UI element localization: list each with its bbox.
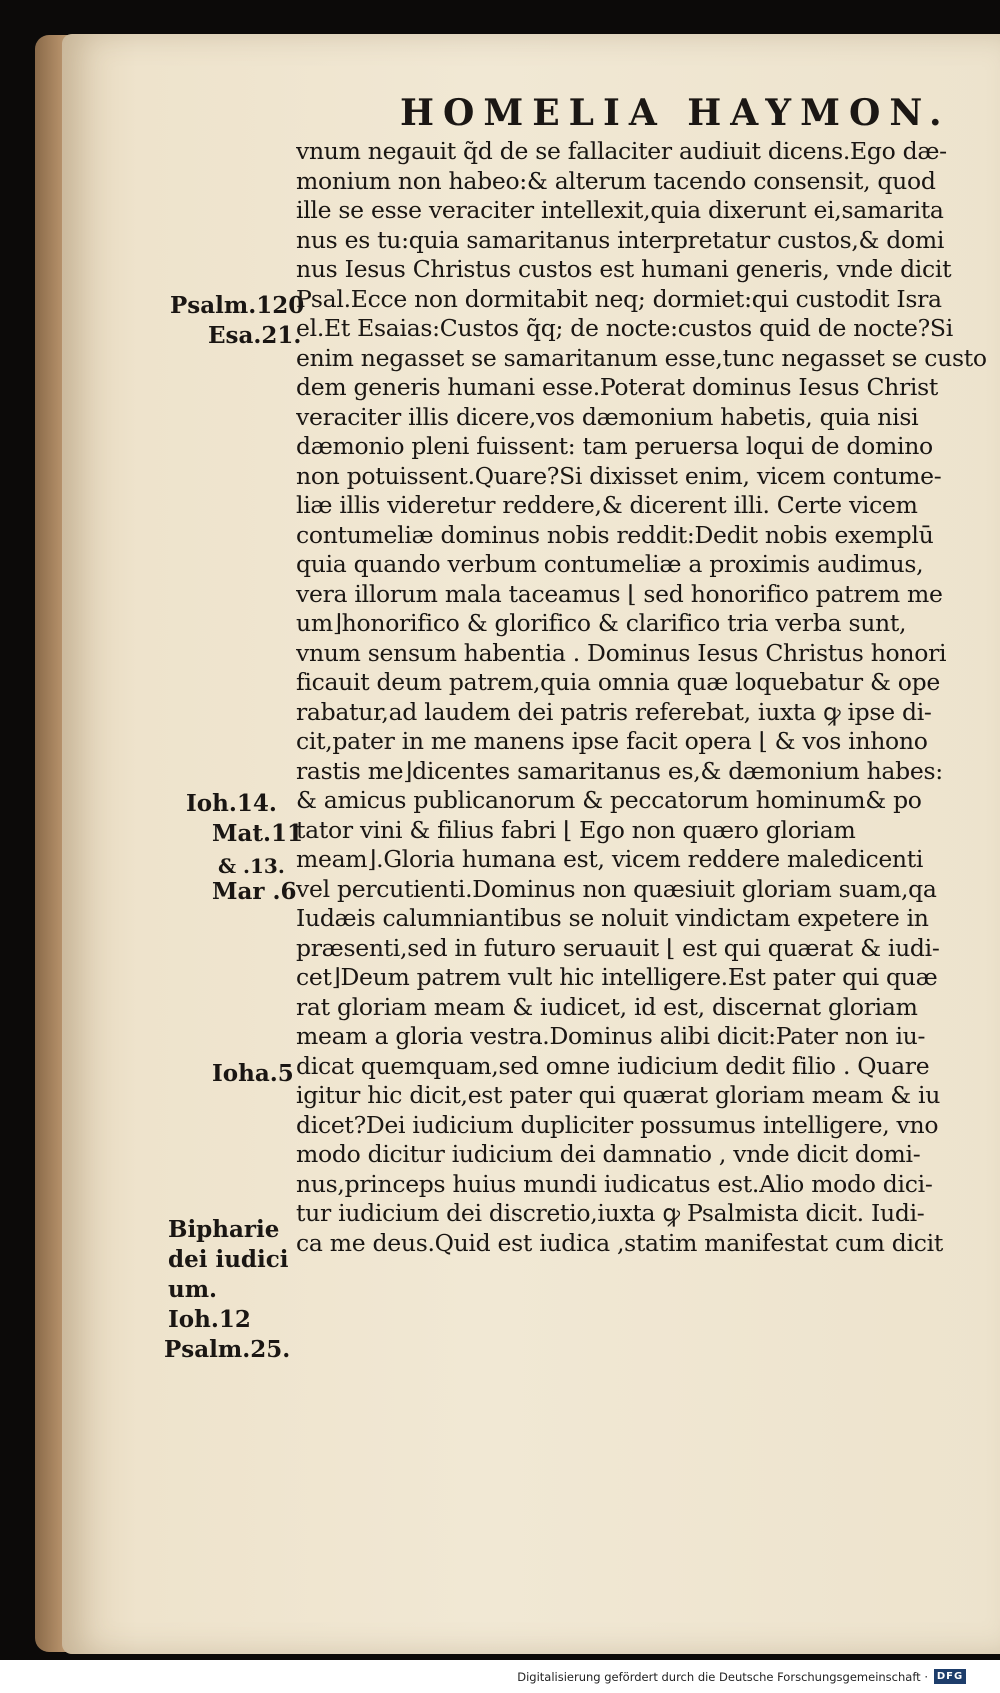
- margin-note: Psalm.120: [170, 292, 305, 319]
- text-line: contumeliæ dominus nobis reddit:Dedit nobis exemplū: [296, 520, 934, 549]
- text-line: quia quando verbum contumeliæ a proximis audimus,: [296, 550, 924, 578]
- text-line: dem generis humani esse.Poterat dominus Iesus Christ: [296, 373, 939, 401]
- text-line: veraciter illis dicere,vos dæmonium habetis, quia nisi: [296, 402, 919, 431]
- margin-note: & .13.: [218, 854, 285, 878]
- text-line: enim negasset se samaritanum esse,tunc negasset se custo: [296, 343, 987, 372]
- text-line: nus es tu:quia samaritanus interpretatur custos,& domi: [296, 225, 945, 254]
- running-header: HOMELIA HAYMON.: [400, 92, 951, 134]
- margin-note: Mat.11: [212, 820, 304, 847]
- text-line: um⌋honorifico & glorifico & clarifico tria verba sunt,: [296, 609, 907, 637]
- margin-note: Ioh.12: [168, 1306, 251, 1333]
- text-line: rastis me⌋dicentes samaritanus es,& dæmonium habes:: [296, 756, 943, 785]
- margin-note: Ioha.5: [212, 1060, 294, 1087]
- text-line: ca me deus.Quid est iudica ,statim manifestat cum dicit: [296, 1228, 943, 1257]
- text-line: dæmonio pleni fuissent: tam peruersa loqui de domino: [296, 432, 933, 460]
- text-line: Psal.Ecce non dormitabit neq; dormiet:qui custodit Isra: [296, 284, 942, 313]
- text-line: rat gloriam meam & iudicet, id est, discernat gloriam: [296, 992, 918, 1021]
- text-line: vnum negauit q̃d de se fallaciter audiuit dicens.Ego dæ-: [296, 137, 947, 165]
- text-line: non potuissent.Quare?Si dixisset enim, vicem contume-: [296, 461, 942, 490]
- text-line: vera illorum mala taceamus ⌊ sed honorifico patrem me: [296, 579, 943, 608]
- body-text: [296, 137, 1000, 1258]
- text-line: meam a gloria vestra.Dominus alibi dicit:Pater non iu-: [296, 1022, 926, 1050]
- text-line: monium non habeo:& alterum tacendo consensit, quod: [296, 166, 936, 195]
- text-line: nus Iesus Christus custos est humani generis, vnde dicit: [296, 255, 952, 283]
- dfg-logo: DFG: [934, 1669, 966, 1684]
- text-line: modo dicitur iudicium dei damnatio , vnde dicit domi-: [296, 1140, 921, 1168]
- margin-note: Esa.21.: [208, 322, 302, 349]
- text-line: præsenti,sed in futuro seruauit ⌊ est qui quærat & iudi-: [296, 933, 940, 962]
- text-line: dicat quemquam,sed omne iudicium dedit filio . Quare: [296, 1051, 930, 1080]
- text-line: rabatur,ad laudem dei patris referebat, iuxta ꝙ ipse di-: [296, 697, 932, 726]
- text-line: liæ illis videretur reddere,& dicerent illi. Certe vicem: [296, 491, 918, 519]
- margin-note: Mar .6: [212, 878, 297, 905]
- footer-bar: [0, 1660, 1000, 1693]
- margin-note: dei iudici: [168, 1246, 289, 1273]
- margin-note: Ioh.14.: [186, 790, 277, 817]
- text-line: vnum sensum habentia . Dominus Iesus Christus honori: [296, 638, 947, 667]
- text-line: tur iudicium dei discretio,iuxta ꝙ Psalmista dicit. Iudi-: [296, 1199, 925, 1227]
- text-line: igitur hic dicit,est pater qui quærat gloriam meam & iu: [296, 1081, 941, 1109]
- text-line: meam⌋.Gloria humana est, vicem reddere maledicenti: [296, 845, 924, 873]
- text-line: ille se esse veraciter intellexit,quia dixerunt ei,samarita: [296, 196, 944, 224]
- margin-note: um.: [168, 1276, 218, 1303]
- margin-note: Bipharie: [168, 1216, 280, 1243]
- text-line: ficauit deum patrem,quia omnia quæ loquebatur & ope: [296, 668, 940, 696]
- text-line: el.Et Esaias:Custos q̃q; de nocte:custos quid de nocte?Si: [296, 314, 953, 342]
- text-line: vel percutienti.Dominus non quæsiuit gloriam suam,qa: [296, 874, 937, 903]
- text-line: Iudæis calumniantibus se noluit vindictam expetere in: [296, 904, 929, 932]
- text-line: & amicus publicanorum & peccatorum hominum& po: [296, 786, 922, 814]
- text-line: dicet?Dei iudicium dupliciter possumus intelligere, vno: [296, 1110, 939, 1139]
- margin-note: Psalm.25.: [164, 1336, 291, 1363]
- text-line: tator vini & filius fabri ⌊ Ego non quæro gloriam: [296, 815, 856, 844]
- text-line: cit,pater in me manens ipse facit opera ⌊ & vos inhono: [296, 727, 928, 755]
- text-line: cet⌋Deum patrem vult hic intelligere.Est pater qui quæ: [296, 963, 938, 991]
- funding-credit: Digitalisierung gefördert durch die Deutsche Forschungsgemeinschaft ·: [517, 1670, 928, 1684]
- text-line: nus,princeps huius mundi iudicatus est.Alio modo dici-: [296, 1169, 933, 1198]
